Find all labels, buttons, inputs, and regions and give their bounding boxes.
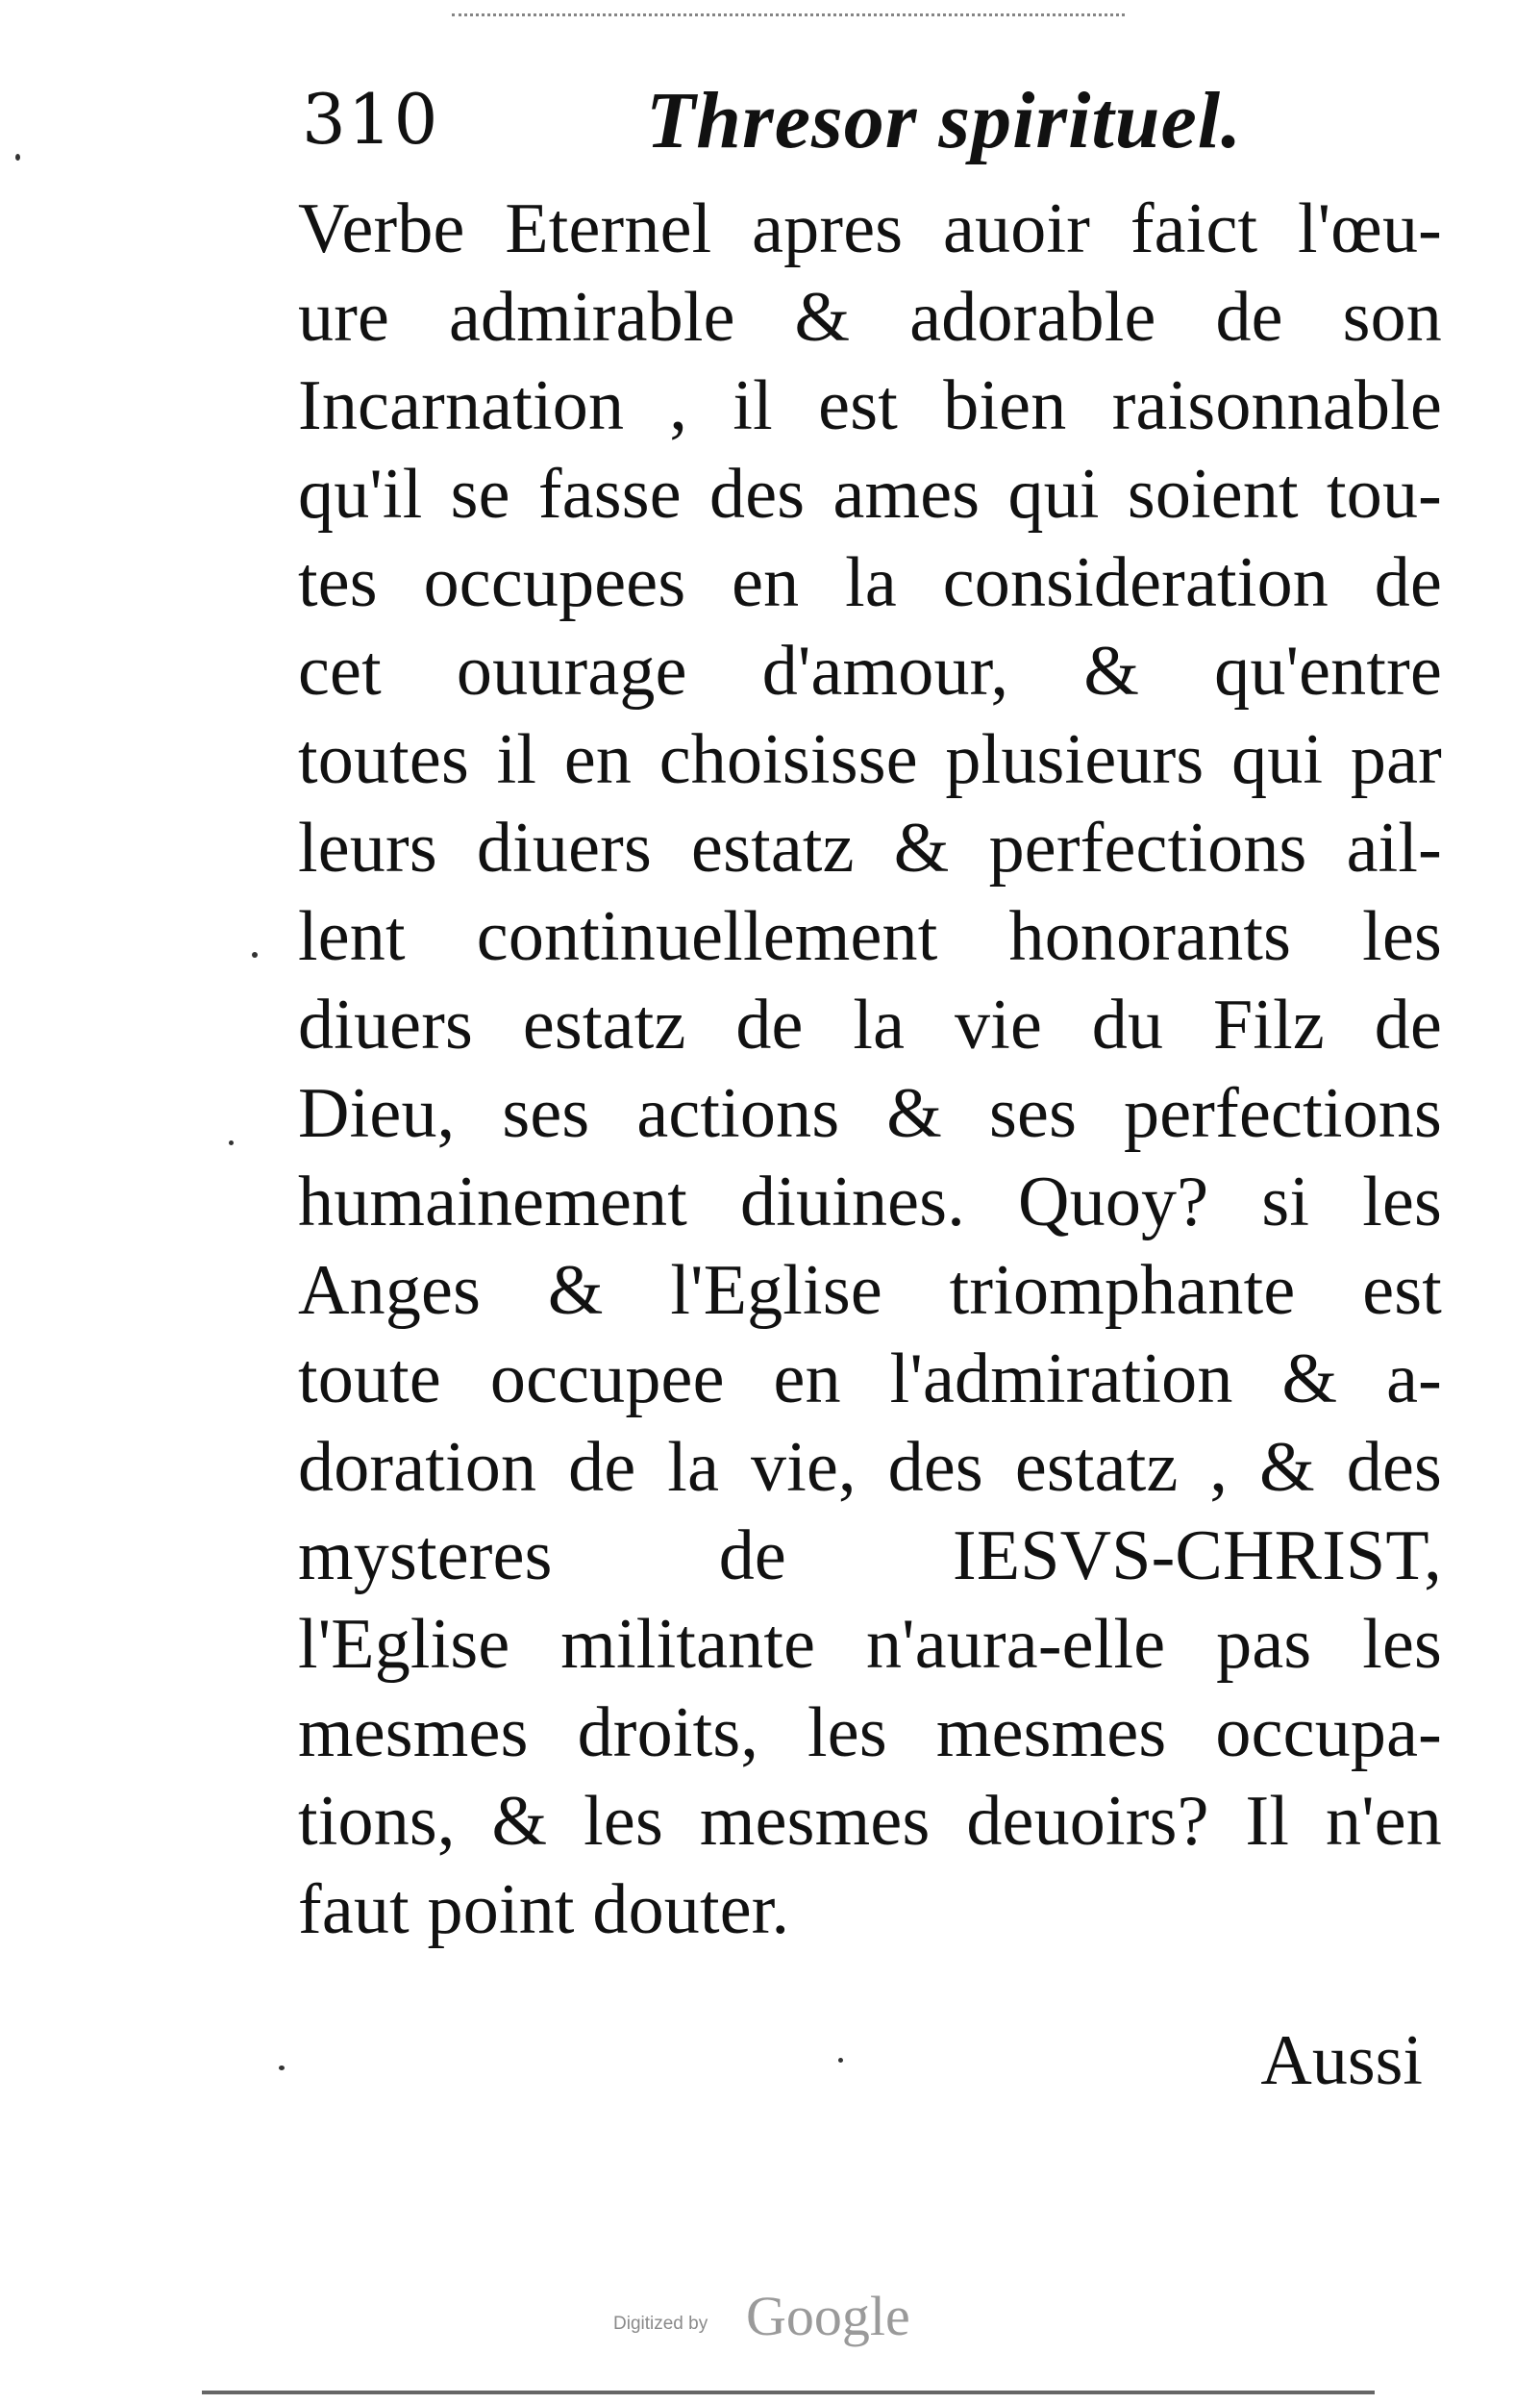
text-line: qu'il se fasse des ames qui soient tou-	[298, 455, 1442, 534]
top-edge-shadow	[452, 0, 1125, 16]
ink-speck	[252, 952, 258, 958]
text-line: ure admirable & adorable de son	[298, 278, 1442, 357]
ink-speck	[229, 1140, 234, 1145]
running-title: Thresor spirituel.	[646, 76, 1243, 165]
text-line: Dieu, ses actions & ses perfections	[298, 1074, 1442, 1153]
text-line: lent continuellement honorants les	[298, 897, 1442, 976]
text-line: tions, & les mesmes deuoirs? Il n'en	[298, 1782, 1442, 1861]
text-line: faut point douter.	[298, 1870, 790, 1949]
text-line: doration de la vie, des estatz , & des	[298, 1428, 1442, 1507]
text-line: mysteres de IESVS-CHRIST,	[298, 1516, 1442, 1595]
body-text	[298, 185, 1442, 1954]
text-line: cet ouurage d'amour, & qu'entre	[298, 632, 1442, 711]
google-logo: Google	[746, 2285, 910, 2347]
running-head	[288, 67, 1442, 173]
text-line: diuers estatz de la vie du Filz de	[298, 986, 1442, 1064]
text-line: Anges & l'Eglise triomphante est	[298, 1251, 1442, 1330]
text-line: toutes il en choisisse plusieurs qui par	[298, 720, 1442, 799]
ink-speck	[15, 154, 20, 161]
catchword: Aussi	[1260, 2021, 1423, 2100]
watermark-prefix: Digitized by	[613, 2314, 708, 2334]
text-line: Incarnation , il est bien raisonnable	[298, 366, 1442, 445]
text-line: tes occupees en la consideration de	[298, 543, 1442, 622]
text-line: humainement diuines. Quoy? si les	[298, 1163, 1442, 1241]
text-line: toute occupee en l'admiration & a-	[298, 1340, 1442, 1418]
ink-speck	[838, 2058, 843, 2063]
text-line: l'Eglise militante n'aura-elle pas les	[298, 1605, 1442, 1684]
bottom-edge-line	[202, 2391, 1375, 2394]
text-line: mesmes droits, les mesmes occupa-	[298, 1693, 1442, 1772]
text-line: Verbe Eternel apres auoir faict l'œu-	[298, 189, 1442, 268]
ink-speck	[279, 2066, 285, 2070]
text-line: leurs diuers estatz & perfections ail-	[298, 809, 1442, 888]
page-number: 310	[302, 79, 440, 160]
digitization-watermark	[613, 2283, 940, 2350]
